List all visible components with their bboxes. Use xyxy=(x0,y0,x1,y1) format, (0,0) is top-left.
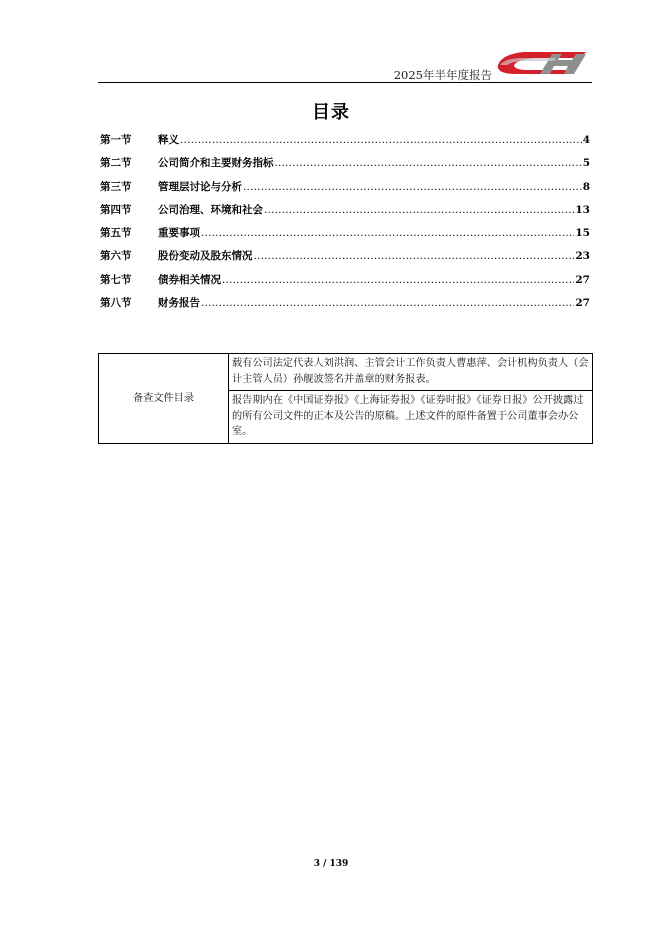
toc-section-number: 第二节 xyxy=(100,157,132,170)
toc-entry[interactable] xyxy=(100,248,590,271)
toc-leader-dots xyxy=(275,157,582,169)
toc-leader-dots xyxy=(264,204,574,216)
toc-page-number: 15 xyxy=(575,227,590,240)
toc-entry[interactable] xyxy=(100,132,590,155)
toc-section-name: 公司简介和主要财务指标 xyxy=(158,157,274,170)
toc-entry[interactable] xyxy=(100,155,590,178)
toc-page-number: 23 xyxy=(575,250,590,263)
toc-section-name: 管理层讨论与分析 xyxy=(158,180,242,193)
toc-section-name: 股份变动及股东情况 xyxy=(158,250,253,263)
page-header xyxy=(98,44,592,84)
toc-section-number: 第三节 xyxy=(100,180,132,193)
reference-documents-table xyxy=(98,353,593,444)
toc-entry[interactable] xyxy=(100,225,590,248)
page-number: 3 / 139 xyxy=(313,859,349,869)
toc-leader-dots xyxy=(201,227,574,239)
toc-entry[interactable] xyxy=(100,295,590,318)
toc-title: 目录 xyxy=(312,102,350,123)
report-title: 2025年半年度报告 xyxy=(393,68,492,82)
toc-page-number: 27 xyxy=(575,297,590,310)
toc-entry[interactable] xyxy=(100,179,590,202)
toc-section-name: 释义 xyxy=(158,134,179,146)
toc-entry[interactable] xyxy=(100,202,590,225)
toc-section-number: 第四节 xyxy=(100,203,132,216)
table-of-contents xyxy=(100,132,590,318)
documents-label: 备查文件目录 xyxy=(99,354,229,444)
document-item: 载有公司法定代表人刘洪润、主管会计工作负责人曹惠萍、会计机构负责人（会计主管人员）孙舰波签名并盖章的财务报表。 xyxy=(229,354,593,391)
toc-leader-dots xyxy=(254,250,575,262)
toc-section-number: 第六节 xyxy=(100,250,132,263)
company-logo xyxy=(494,50,590,76)
toc-section-number: 第一节 xyxy=(100,134,132,146)
toc-section-number: 第七节 xyxy=(100,273,132,286)
toc-page-number: 8 xyxy=(582,180,590,193)
toc-page-number: 5 xyxy=(582,157,590,170)
toc-section-number: 第五节 xyxy=(100,227,132,240)
toc-leader-dots xyxy=(201,297,574,309)
toc-page-number: 4 xyxy=(582,134,590,146)
toc-leader-dots xyxy=(243,181,582,193)
toc-leader-dots xyxy=(180,134,582,146)
table-row xyxy=(99,354,593,391)
toc-section-name: 重要事项 xyxy=(158,227,200,240)
toc-entry[interactable] xyxy=(100,272,590,295)
header-divider xyxy=(98,82,592,83)
toc-section-name: 公司治理、环境和社会 xyxy=(158,203,263,216)
toc-leader-dots xyxy=(222,274,574,286)
toc-section-name: 财务报告 xyxy=(158,297,200,310)
toc-page-number: 27 xyxy=(575,273,590,286)
toc-section-number: 第八节 xyxy=(100,297,132,310)
document-item: 报告期内在《中国证券报》《上海证券报》《证券时报》《证券日报》公开披露过的所有公司文件的正本及公告的原稿。上述文件的原件备置于公司董事会办公室。 xyxy=(229,391,593,444)
toc-page-number: 13 xyxy=(575,203,590,216)
toc-section-name: 债券相关情况 xyxy=(158,273,221,286)
